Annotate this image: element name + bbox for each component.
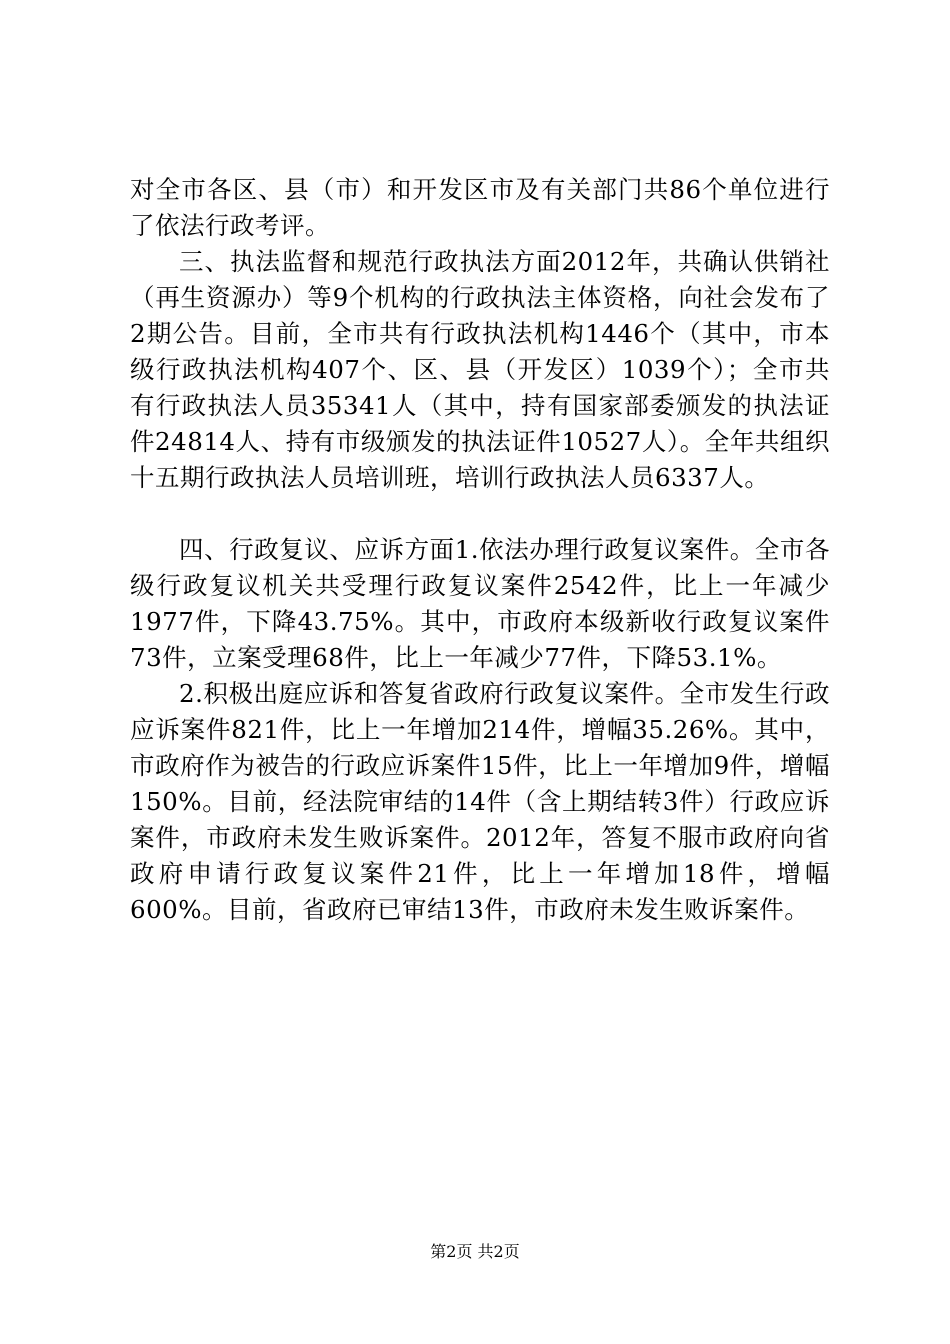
page-number-footer: 第2页 共2页 bbox=[430, 1242, 520, 1261]
paragraph-law-enforcement: 三、执法监督和规范行政执法方面2012年，共确认供销社（再生资源办）等9个机构的行政执法主体资格，向社会发布了2期公告。目前，全市共有行政执法机构1446个（其中，市本级行政执法机构407个、区、县（开发区）1039个）；全市共有行政执法人员35341人（其中，持有国家部委颁发的执法证件24814人、持有市级颁发的执法证件10527人）。全年共组织十五期行政执法人员培训班，培训行政执法人员6337人。 bbox=[130, 247, 830, 492]
document-body bbox=[130, 172, 830, 928]
paragraph-litigation: 2.积极出庭应诉和答复省政府行政复议案件。全市发生行政应诉案件821件，比上一年增加214件，增幅35.26%。其中，市政府作为被告的行政应诉案件15件，比上一年增加9件，增幅150%。目前，经法院审结的14件（含上期结转3件）行政应诉案件，市政府未发生败诉案件。2012年，答复不服市政府向省政府申请行政复议案件21件，比上一年增加18件，增幅600%。目前，省政府已审结13件，市政府未发生败诉案件。 bbox=[130, 679, 830, 924]
paragraph-administrative-review: 四、行政复议、应诉方面1.依法办理行政复议案件。全市各级行政复议机关共受理行政复议案件2542件，比上一年减少1977件，下降43.75%。其中，市政府本级新收行政复议案件73件，立案受理68件，比上一年减少77件，下降53.1%。 bbox=[130, 535, 830, 672]
paragraph-evaluation: 对全市各区、县（市）和开发区市及有关部门共86个单位进行了依法行政考评。 bbox=[130, 175, 830, 240]
paragraph-spacer bbox=[130, 496, 830, 532]
